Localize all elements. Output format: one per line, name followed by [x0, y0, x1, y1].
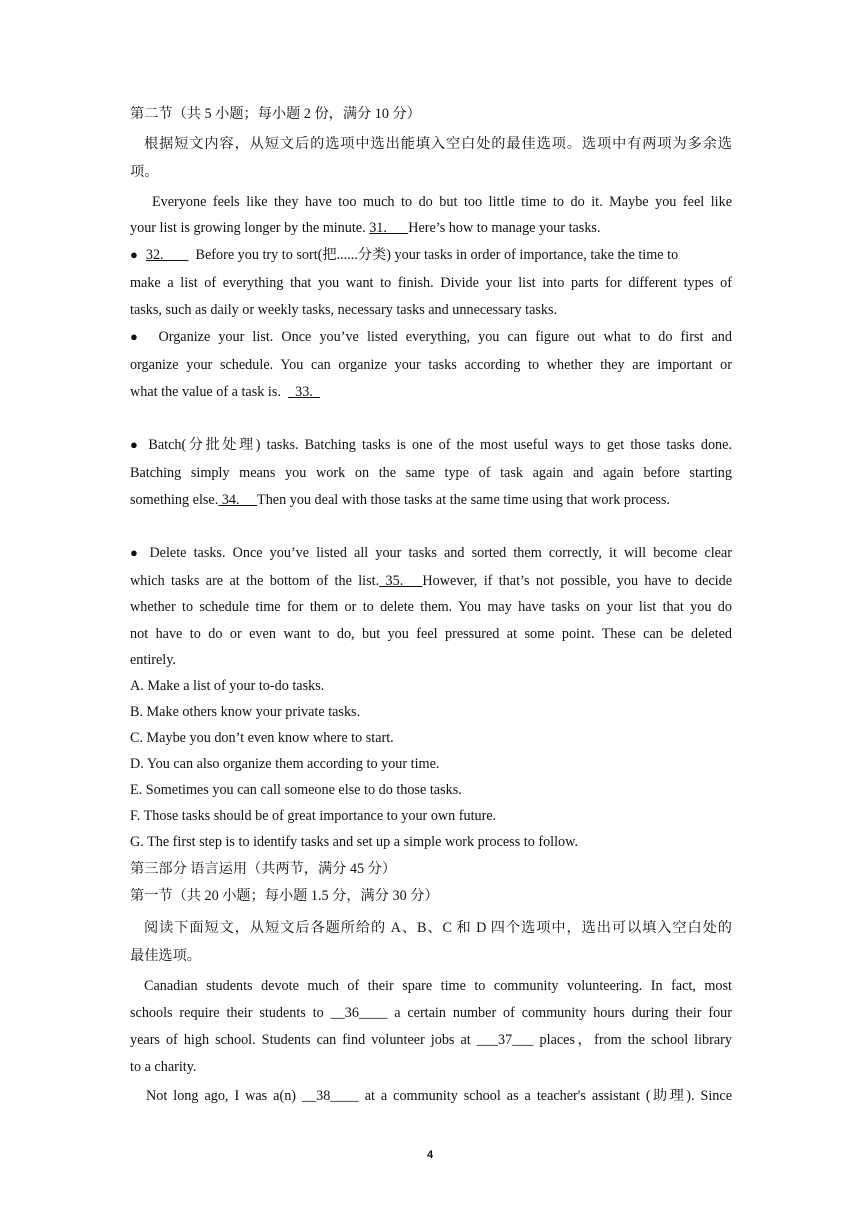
instructions: 阅读下面短文，从短文后各题所给的 A、B、C 和 D 四个选项中，选出可以填入空白处的	[144, 920, 732, 936]
option-f: F. Those tasks should be of great importance to your own future.	[130, 808, 497, 824]
paragraph-line: something else. 34. Then you deal with those tasks at the same time using that work process.	[130, 492, 670, 508]
option-e: E. Sometimes you can call someone else to do those tasks.	[130, 782, 462, 798]
paragraph-intro: Everyone feels like they have too much to do but too little time to do it. Maybe you feel like	[152, 194, 732, 210]
paragraph-line: what the value of a task is. 33.	[130, 384, 320, 400]
section-heading: 第一节（共 20 小题；每小题 1.5 分，满分 30 分）	[130, 888, 439, 904]
option-c: C. Maybe you don’t even know where to start.	[130, 730, 394, 746]
instructions: 根据短文内容，从短文后的选项中选出能填入空白处的最佳选项。选项中有两项为多余选	[144, 136, 732, 152]
bullet-item-delete: ● Delete tasks. Once you’ve listed all your tasks and sorted them correctly, it will become clear	[130, 545, 732, 561]
option-g: G. The first step is to identify tasks and set up a simple work process to follow.	[130, 834, 579, 850]
option-a: A. Make a list of your to-do tasks.	[130, 678, 325, 694]
passage-line: Canadian students devote much of their spare time to community volunteering. In fact, most	[144, 978, 732, 994]
bullet-icon: ●	[130, 545, 142, 560]
blank-34: 34.	[218, 492, 258, 508]
bullet-icon: ●	[130, 437, 141, 452]
blank-32: 32.	[145, 247, 189, 263]
instructions-cont: 项。	[130, 164, 159, 180]
option-d: D. You can also organize them according to your time.	[130, 756, 440, 772]
passage-line: years of high school. Students can find volunteer jobs at ___37___ places，from the school library	[130, 1032, 732, 1048]
blank-35: 35.	[379, 573, 423, 589]
paragraph-line: make a list of everything that you want to finish. Divide your list into parts for different types of	[130, 275, 732, 291]
bullet-icon: ●	[130, 329, 143, 344]
page-number: 4	[426, 1149, 434, 1161]
blank-31: 31.	[369, 220, 409, 236]
bullet-item-batch: ● Batch(分批处理) tasks. Batching tasks is one of the most useful ways to get those tasks done.	[130, 437, 732, 453]
paragraph-intro-cont: your list is growing longer by the minute. 31. Here’s how to manage your tasks.	[130, 220, 601, 236]
paragraph-line: entirely.	[130, 652, 176, 668]
bullet-item-organize: ● Organize your list. Once you’ve listed everything, you can figure out what to do first and	[130, 329, 732, 345]
passage-line: to a charity.	[130, 1059, 197, 1075]
part-heading: 第三部分 语言运用（共两节，满分 45 分）	[130, 861, 397, 877]
bullet-item-32: ● 32. Before you try to sort(把......分类) your tasks in order of importance, take the time to	[130, 247, 679, 263]
instructions-cont: 最佳选项。	[130, 948, 201, 964]
passage-line: Not long ago, I was a(n) __38____ at a community school as a teacher's assistant (助理). Since	[146, 1088, 732, 1104]
paragraph-line: organize your schedule. You can organize your tasks according to whether they are important or	[130, 357, 732, 373]
paragraph-line: whether to schedule time for them or to delete them. You may have tasks on your list that you do	[130, 599, 732, 615]
section-heading: 第二节（共 5 小题；每小题 2 份，满分 10 分）	[130, 106, 421, 122]
blank-33: 33.	[288, 384, 320, 400]
paragraph-line: which tasks are at the bottom of the list. 35. However, if that’s not possible, you have to decide	[130, 573, 732, 589]
paragraph-line: Batching simply means you work on the same type of task again and again before starting	[130, 465, 732, 481]
passage-line: schools require their students to __36____ a certain number of community hours during their four	[130, 1005, 732, 1021]
option-b: B. Make others know your private tasks.	[130, 704, 361, 720]
bullet-icon: ●	[130, 247, 138, 262]
paragraph-line: tasks, such as daily or weekly tasks, necessary tasks and unnecessary tasks.	[130, 302, 558, 318]
paragraph-line: not have to do or even want to do, but you feel pressured at some point. These can be deleted	[130, 626, 732, 642]
